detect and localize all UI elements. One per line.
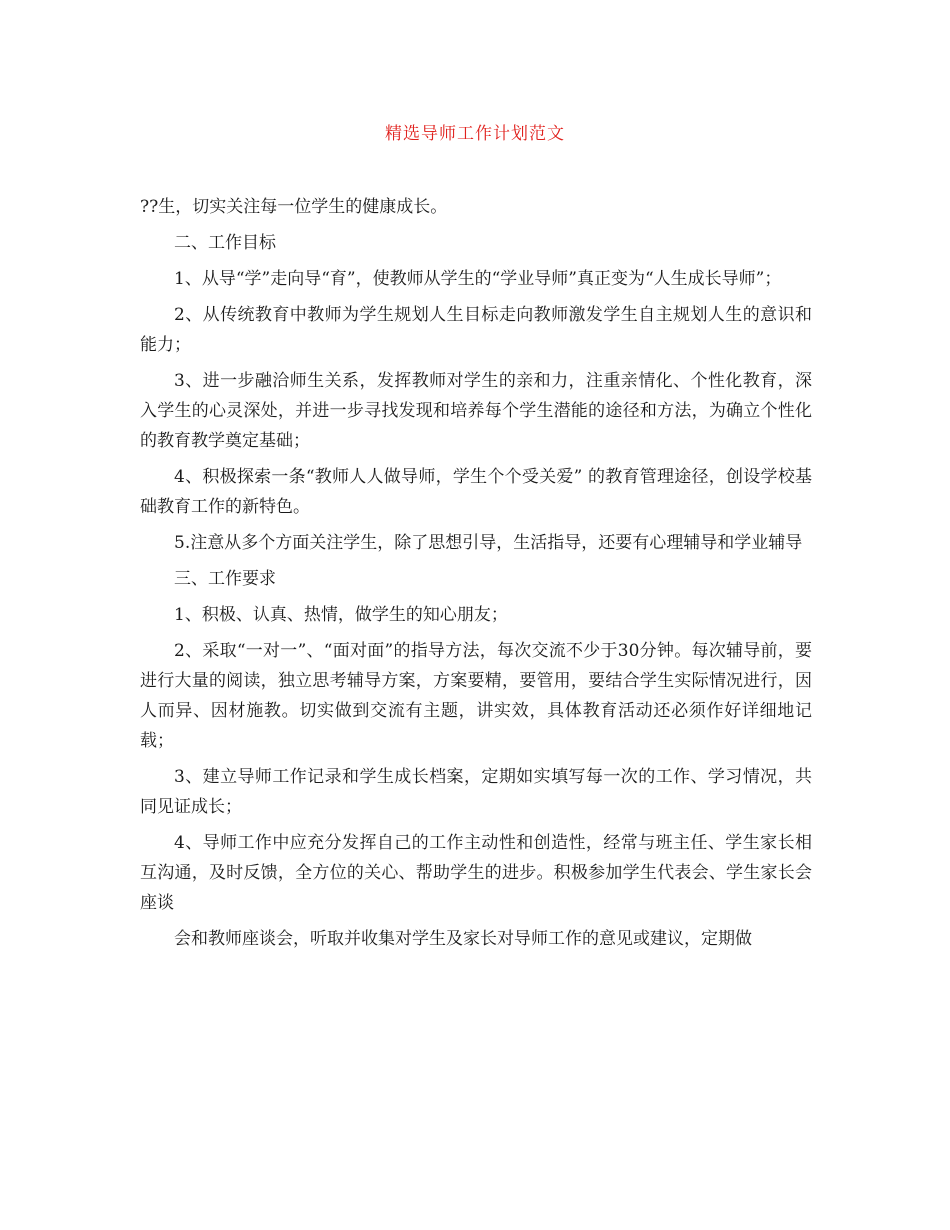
body-paragraph: ??生，切实关注每一位学生的健康成长。 xyxy=(140,197,448,217)
body-paragraph: 5.注意从多个方面关注学生，除了思想引导，生活指导，还要有心理辅导和学业辅导 xyxy=(174,533,803,553)
body-paragraph: 2、从传统教育中教师为学生规划人生目标走向教师激发学生自主规划人生的意识和能力； xyxy=(140,305,812,355)
body-paragraph: 1、从导“学”走向导“育”，使教师从学生的“学业导师”真正变为“人生成长导师”； xyxy=(174,269,782,289)
body-paragraph: 二、工作目标 xyxy=(174,233,276,253)
body-paragraph: 2、采取“一对一”、“面对面”的指导方法，每次交流不少于30分钟。每次辅导前，要进行大量的阅读，独立思考辅导方案，方案要精，要管用，要结合学生实际情况进行，因人而异、因材施教。切实做到交流有主题，讲实效，具体教育活动还必须作好详细地记载； xyxy=(140,641,812,751)
body-paragraph: 4、积极探索一条“教师人人做导师，学生个个受关爱” 的教育管理途径，创设学校基础教育工作的新特色。 xyxy=(140,467,812,517)
body-paragraph: 三、工作要求 xyxy=(174,569,276,589)
document-title: 精选导师工作计划范文 xyxy=(385,124,565,144)
body-paragraph: 3、建立导师工作记录和学生成长档案，定期如实填写每一次的工作、学习情况，共同见证成长； xyxy=(140,767,812,817)
body-paragraph: 1、积极、认真、热情，做学生的知心朋友； xyxy=(174,605,508,625)
body-paragraph: 4、导师工作中应充分发挥自己的工作主动性和创造性，经常与班主任、学生家长相互沟通，及时反馈，全方位的关心、帮助学生的进步。积极参加学生代表会、学生家长会座谈 xyxy=(140,833,812,913)
body-paragraph: 3、进一步融洽师生关系，发挥教师对学生的亲和力，注重亲情化、个性化教育，深入学生的心灵深处，并进一步寻找发现和培养每个学生潜能的途径和方法，为确立个性化的教育教学奠定基础； xyxy=(140,371,812,451)
body-paragraph: 会和教师座谈会，听取并收集对学生及家长对导师工作的意见或建议，定期做 xyxy=(174,929,752,949)
document-body xyxy=(140,192,812,960)
